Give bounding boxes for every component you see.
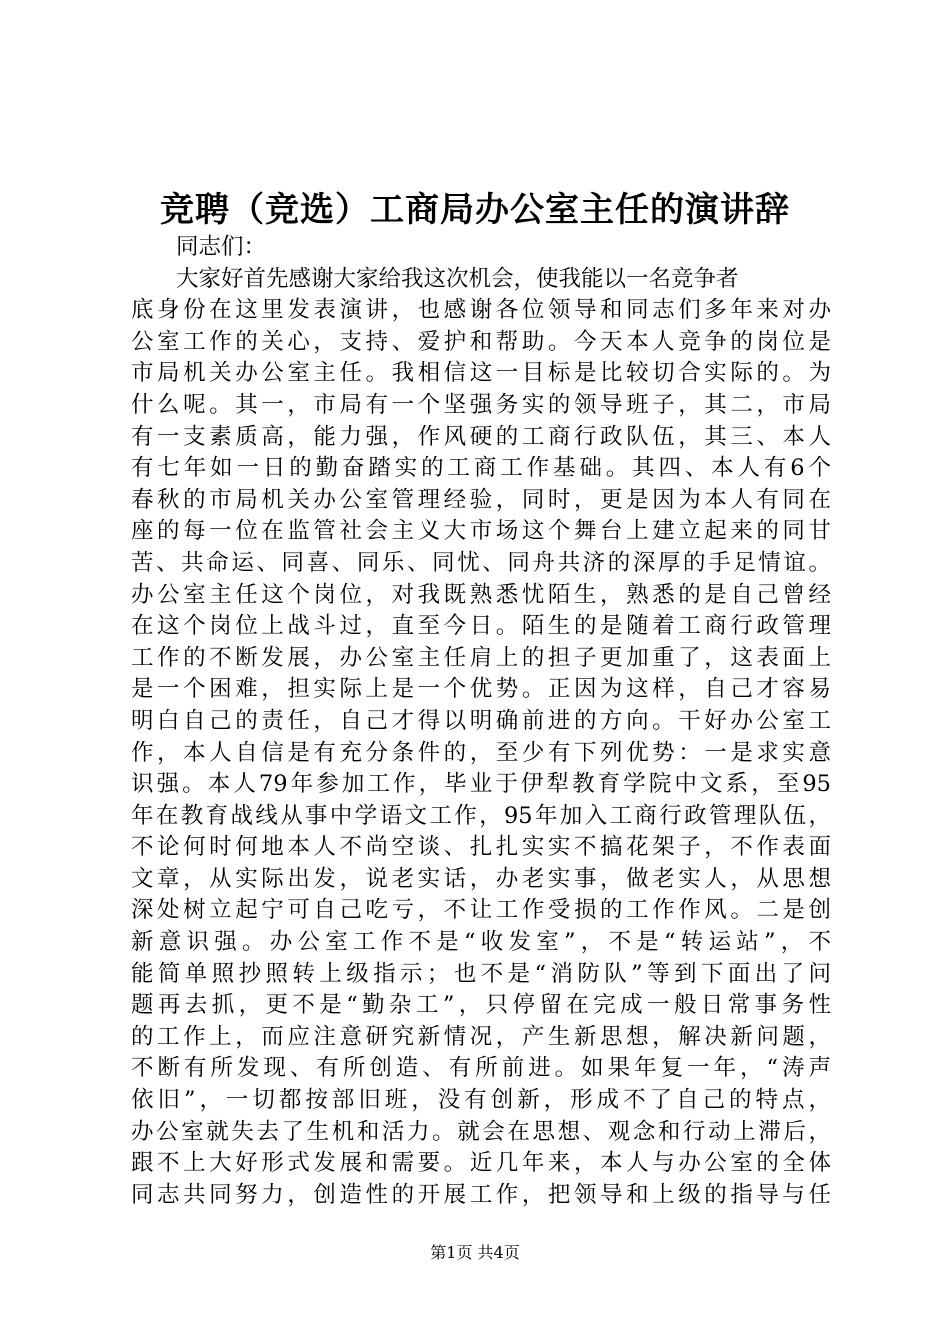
paragraph-line: 有七年如一日的勤奋踏实的工商工作基础。其四、本人有6个 <box>131 455 831 482</box>
paragraph-line: 明白自己的责任，自己才得以明确前进的方向。干好办公室工 <box>131 707 831 734</box>
document-title: 竞聘（竞选）工商局办公室主任的演讲辞 <box>160 190 790 230</box>
paragraph-line: 识强。本人79年参加工作，毕业于伊犁教育学院中文系，至95 <box>131 771 831 798</box>
paragraph-line: 苦、共命运、同喜、同乐、同忧、同舟共济的深厚的手足情谊。 <box>131 549 831 576</box>
paragraph-line: 座的每一位在监管社会主义大市场这个舞台上建立起来的同甘 <box>131 518 831 545</box>
paragraph-line: 同志共同努力，创造性的开展工作，把领导和上级的指导与任 <box>131 1181 831 1208</box>
paragraph-line: 办公室主任这个岗位，对我既熟悉忧陌生，熟悉的是自己曾经 <box>131 581 831 608</box>
paragraph-line: 年在教育战线从事中学语文工作，95年加入工商行政管理队伍， <box>131 802 831 829</box>
paragraph-line: 作，本人自信是有充分条件的，至少有下列优势：一是求实意 <box>131 739 831 766</box>
salutation: 同志们： <box>176 234 267 260</box>
paragraph-line: 的工作上，而应注意研究新情况，产生新思想，解决新问题， <box>131 1023 831 1050</box>
paragraph-line: 什么呢。其一，市局有一个坚强务实的领导班子，其二，市局 <box>131 391 831 418</box>
paragraph-line: 新意识强。办公室工作不是“收发室”，不是“转运站”，不 <box>131 929 831 956</box>
paragraph-line: 底身份在这里发表演讲，也感谢各位领导和同志们多年来对办 <box>131 297 831 324</box>
paragraph-line: 是一个困难，担实际上是一个优势。正因为这样，自己才容易 <box>131 676 831 703</box>
paragraph-line: 不论何时何地本人不尚空谈、扎扎实实不搞花架子，不作表面 <box>131 834 831 861</box>
paragraph-line: 大家好首先感谢大家给我这次机会，使我能以一名竞争者 <box>176 265 739 292</box>
page-footer: 第1页 共4页 <box>430 1243 520 1262</box>
paragraph-line: 题再去抓，更不是“勤杂工”，只停留在完成一般日常事务性 <box>131 992 831 1019</box>
paragraph-line: 办公室就失去了生机和活力。就会在思想、观念和行动上滞后， <box>131 1118 831 1145</box>
paragraph-line: 能简单照抄照转上级指示；也不是“消防队”等到下面出了问 <box>131 960 831 987</box>
paragraph-line: 不断有所发现、有所创造、有所前进。如果年复一年，“涛声 <box>131 1055 831 1082</box>
paragraph-line: 在这个岗位上战斗过，直至今日。陌生的是随着工商行政管理 <box>131 613 831 640</box>
paragraph-line: 春秋的市局机关办公室管理经验，同时，更是因为本人有同在 <box>131 486 831 513</box>
paragraph-line: 深处树立起宁可自己吃亏，不让工作受损的工作作风。二是创 <box>131 897 831 924</box>
paragraph-line: 依旧”，一切都按部旧班，没有创新，形成不了自己的特点， <box>131 1087 831 1114</box>
document-body <box>131 232 831 1211</box>
paragraph-line: 跟不上大好形式发展和需要。近几年来，本人与办公室的全体 <box>131 1150 831 1177</box>
paragraph-line: 工作的不断发展，办公室主任肩上的担子更加重了，这表面上 <box>131 644 831 671</box>
paragraph-line: 有一支素质高，能力强，作风硬的工商行政队伍，其三、本人 <box>131 423 831 450</box>
paragraph-line: 文章，从实际出发，说老实话，办老实事，做老实人，从思想 <box>131 865 831 892</box>
paragraph-line: 市局机关办公室主任。我相信这一目标是比较切合实际的。为 <box>131 360 831 387</box>
paragraph-line: 公室工作的关心，支持、爱护和帮助。今天本人竞争的岗位是 <box>131 328 831 355</box>
